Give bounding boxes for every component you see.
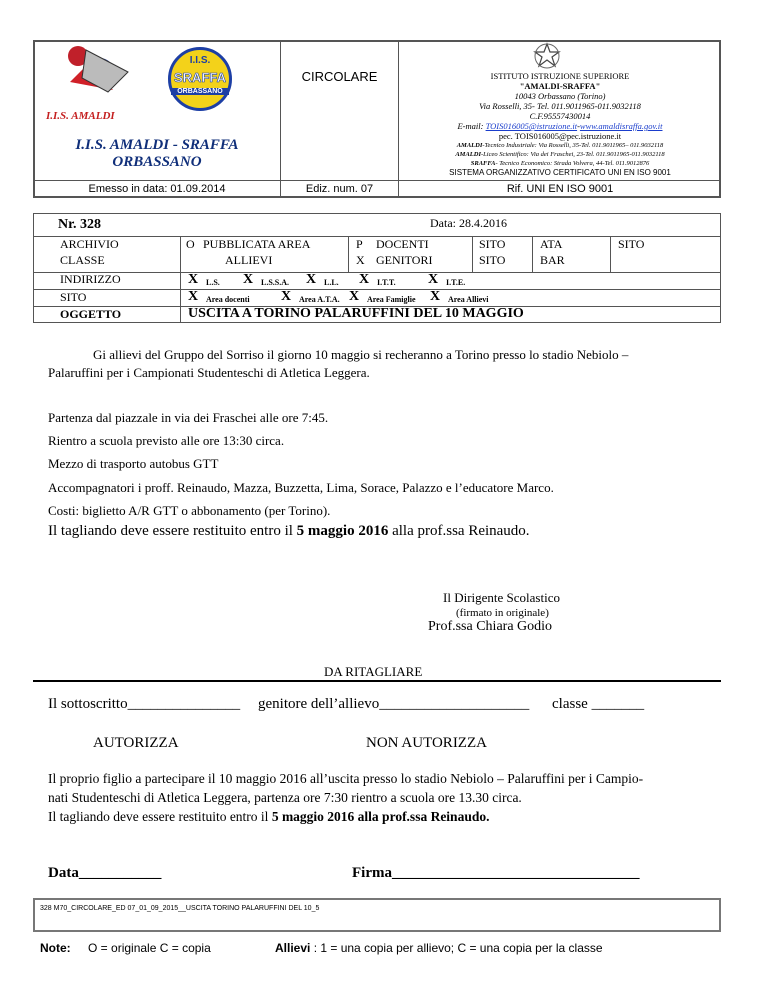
issued-date: Emesso in data: 01.09.2014 (88, 183, 226, 195)
amaldi-logo (58, 42, 148, 100)
amaldi-logo-text: I.I.S. AMALDI (46, 110, 115, 122)
intro-line2: Palaruffini per i Campionati Studenteschi di Atletica Leggera. (48, 365, 370, 380)
mark-itt: X (359, 272, 370, 287)
cut-line (33, 680, 721, 682)
return-slip-notice: Il tagliando deve essere restituito entro il 5 maggio 2016 alla prof.ssa Reinaudo. (48, 523, 530, 539)
costs: Costi: biglietto A/R GTT o abbonamento (per Torino). (48, 503, 331, 518)
signature-role: Il Dirigente Scolastico (443, 590, 560, 605)
website-link[interactable]: www.amaldisraffa.gov.it (579, 121, 663, 131)
mark-ite: X (428, 272, 439, 287)
not-authorize-option[interactable]: NON AUTORIZZA (366, 735, 487, 751)
cut-label: DA RITAGLIARE (324, 664, 423, 679)
mark-area-ata: X (281, 289, 292, 304)
intro-line1: Gi allievi del Gruppo del Sorriso il giorno 10 maggio si recheranno a Torino presso lo stadio Nebiolo – (93, 347, 629, 362)
transport: Mezzo di trasporto autobus GTT (48, 456, 219, 471)
escorts: Accompagnatori i proff. Reinaudo, Mazza, Buzzetta, Lima, Sorace, Palazzo e l’educatore Marco. (48, 480, 554, 495)
footer-allievi-note: Allievi : 1 = una copia per allievo; C = una copia per la classe (275, 941, 603, 955)
departure: Partenza dal piazzale in via dei Fraschei alle ore 7:45. (48, 410, 329, 425)
circular-date: Data: 28.4.2016 (430, 216, 507, 230)
date-field[interactable]: Data___________ (48, 865, 162, 881)
footer-box (33, 898, 721, 932)
parent-field[interactable]: genitore dell’allievo____________________ (258, 696, 530, 712)
edition: Ediz. num. 07 (305, 183, 374, 195)
signature-field[interactable]: Firma_________________________________ (352, 865, 640, 881)
slip-text-line3: Il tagliando deve essere restituito entro il 5 maggio 2016 alla prof.ssa Reinaudo. (48, 809, 490, 824)
authorize-option[interactable]: AUTORIZZA (93, 735, 179, 751)
subject: USCITA A TORINO PALARUFFINI DEL 10 MAGGIO (188, 306, 524, 321)
sraffa-badge: I.I.S. SRAFFA ORBASSANO (168, 47, 232, 111)
mark-area-allievi: X (430, 289, 441, 304)
school-name: I.I.S. AMALDI - SRAFFA ORBASSANO (75, 137, 239, 170)
footer-note: Note: O = originale C = copia (40, 941, 211, 955)
email-link[interactable]: TOIS016005@istruzione.it (485, 121, 578, 131)
undersigned-field[interactable]: Il sottoscritto_______________ (48, 696, 241, 712)
republic-emblem-icon (532, 42, 562, 70)
mark-ls: X (188, 272, 199, 287)
file-reference: 328 M70_CIRCOLARE_ED 07_01_09_2015__USCITA TORINO PALARUFFINI DEL 10_5 (40, 905, 320, 912)
circular-number: Nr. 328 (58, 217, 102, 232)
mark-area-docenti: X (188, 289, 199, 304)
iso-reference: Rif. UNI EN ISO 9001 (506, 183, 614, 195)
mark-area-famiglie: X (349, 289, 360, 304)
slip-text-line1: Il proprio figlio a partecipare il 10 maggio 2016 all’uscita presso lo stadio Nebiolo – Palaruffini per i Campio- (48, 771, 644, 786)
institute-info: ISTITUTO ISTRUZIONE SUPERIORE "AMALDI-SRAFFA" 10043 Orbassano (Torino) Via Rosselli, 35- Tel. 011.9011965-011.9032118 C.F.95557430014 E-mail: TOIS016005@istruzione.it-www.amaldisraffa.gov.it pec. TOIS016005@pec.istruzione.it AMALDI-Tecnico Industriale: Via Rosselli, 35-Tel. 011.9011965– 011.9032118 AMALDI-Liceo Scientifico: Via dei Fraschei, 23-Tel. 011.9011965-011.9032118 SRAFFA- Tecnico Economico: Strada Volvera, 44-Tel. 011.9012876 SISTEMA ORGANIZZATIVO CERTIFICATO UNI EN ISO 9001 (449, 71, 671, 177)
class-field[interactable]: classe _______ (552, 696, 645, 712)
return-time: Rientro a scuola previsto alle ore 13:30 circa. (48, 433, 285, 448)
mark-ll: X (306, 272, 317, 287)
mark-lssa: X (243, 272, 254, 287)
signature-signed: (firmato in originale) (456, 607, 549, 619)
slip-text-line2: nati Studenteschi di Atletica Leggera, partenza ore 7:30 rientro a scuola ore 13.30 circa. (48, 790, 522, 805)
signature-name: Prof.ssa Chiara Godio (428, 619, 553, 634)
doc-type: CIRCOLARE (301, 69, 378, 84)
